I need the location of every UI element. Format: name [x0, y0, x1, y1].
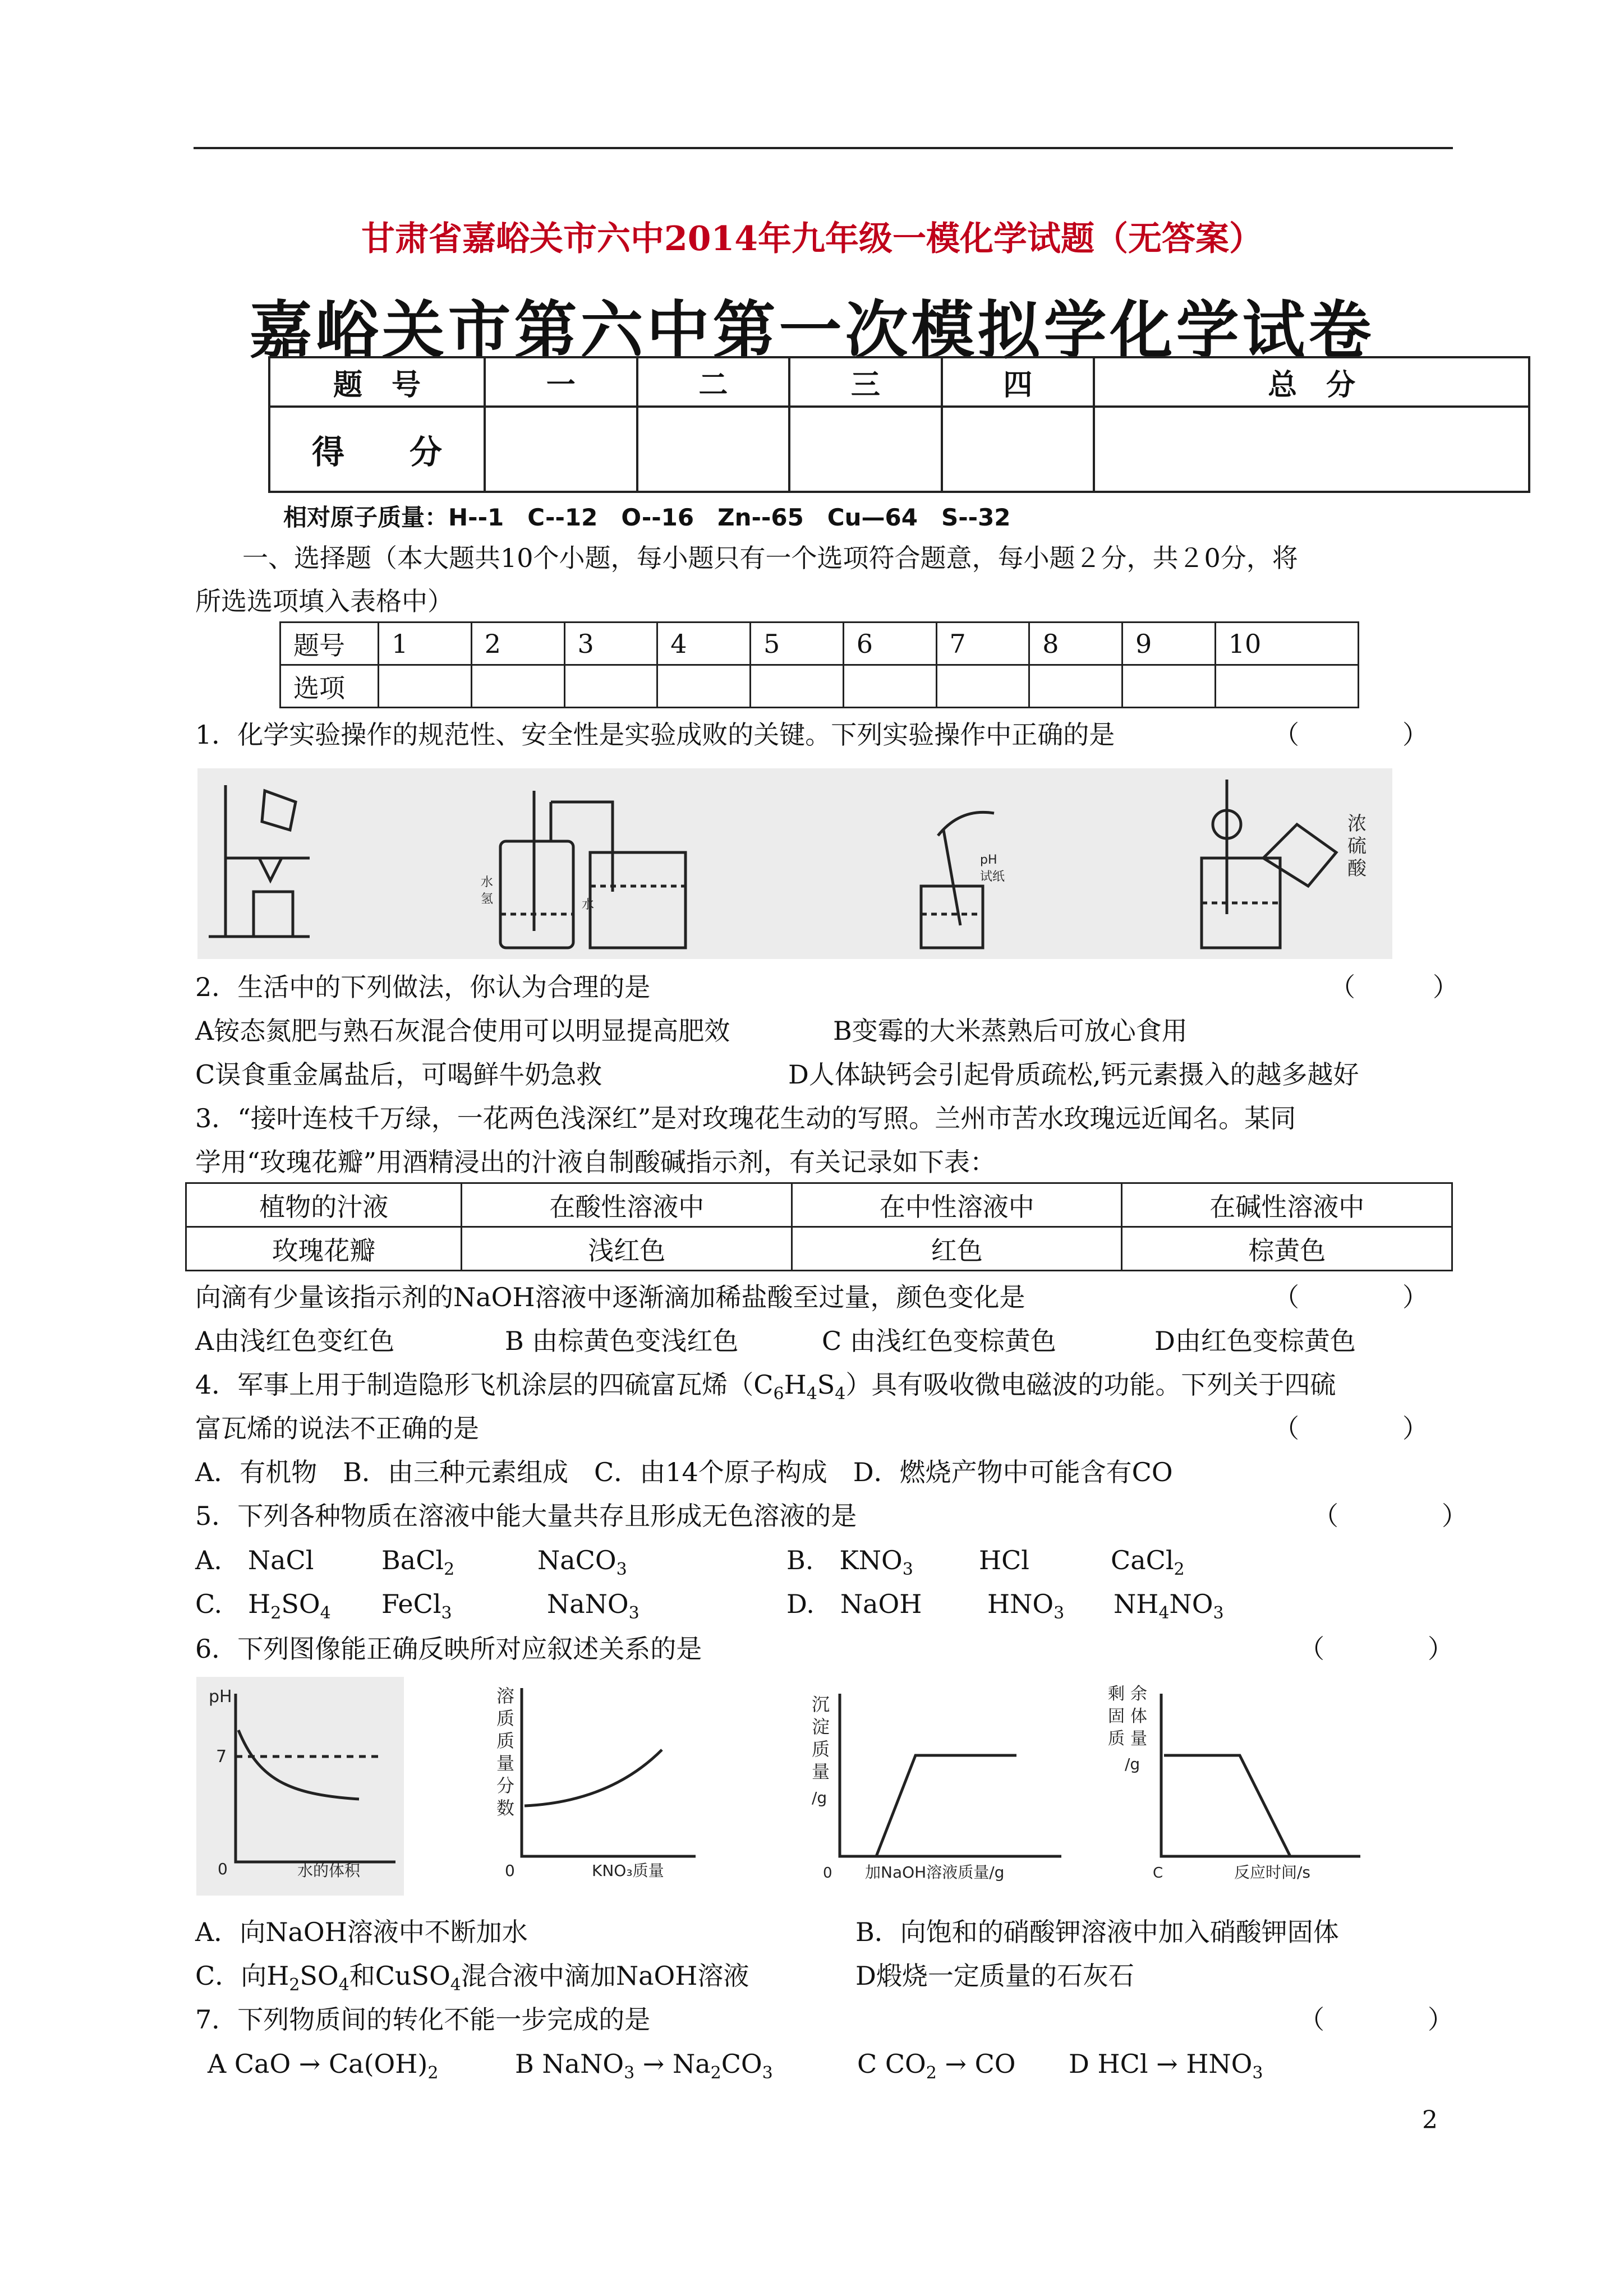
axis-label: 数 — [496, 1797, 515, 1819]
axis-label: 水的体积 — [297, 1861, 361, 1880]
q5-option-a3 — [537, 1543, 627, 1587]
q5-option-b1 — [786, 1543, 913, 1587]
axis-label: 沉 — [812, 1694, 830, 1715]
axes — [522, 1688, 696, 1856]
q3-td: 浅红色 — [462, 1227, 792, 1271]
answer-num: 9 — [1122, 623, 1216, 665]
fig-label: 水 — [481, 875, 494, 889]
score-header-cell: 总 分 — [1094, 357, 1529, 407]
q4-line2: 富瓦烯的说法不正确的是 — [195, 1413, 479, 1444]
q3-option-d: D由红色变棕黄色 — [1154, 1326, 1356, 1356]
q6-c-text: 和CuSO — [349, 1961, 450, 1991]
q7-text: 7．下列物质间的转化不能一步完成的是 — [195, 2004, 651, 2035]
q2-option-b: B变霉的大米蒸熟后可放心食用 — [833, 1016, 1188, 1046]
q5-option-c3 — [547, 1587, 640, 1630]
score-input-cell[interactable] — [485, 407, 637, 492]
q7-text-part: B NaNO — [515, 2049, 624, 2079]
q6-option-a: A．向NaOH溶液中不断加水 — [195, 1917, 528, 1947]
axis-label: 量 — [1130, 1729, 1147, 1749]
q1-text: 1．化学实验操作的规范性、安全性是实验成败的关键。下列实验操作中正确的是 — [195, 720, 1115, 750]
answer-input-cell[interactable] — [1122, 665, 1216, 708]
axis-label: 溶 — [496, 1685, 515, 1707]
answer-input-cell[interactable] — [379, 665, 472, 708]
axis-label: 加NaOH溶液质量/g — [865, 1863, 1005, 1882]
q5-chem-sub: 3 — [902, 1560, 913, 1579]
axis-label: 量 — [812, 1761, 830, 1782]
fig-label: 水 — [582, 898, 595, 912]
q7-answer-paren: （ ） — [1299, 2004, 1453, 2035]
q5-chem: NaNO — [547, 1589, 629, 1619]
q6-option-b: B．向饱和的硝酸钾溶液中加入硝酸钾固体 — [855, 1917, 1339, 1947]
q4-formula-sub: 6 — [773, 1384, 784, 1404]
q5-chem: NaCO — [537, 1545, 617, 1575]
q6-c-text: 混合液中滴加NaOH溶液 — [461, 1961, 749, 1991]
q4-formula-sub: 4 — [835, 1384, 846, 1404]
q4-line1-b: ）具有吸收微电磁波的功能。下列关于四硫 — [845, 1370, 1336, 1400]
axes — [840, 1694, 1061, 1856]
apparatus-gas-icon — [500, 791, 686, 948]
fig-label: 硫 — [1347, 835, 1367, 857]
q4-options: A．有机物 B．由三种元素组成 C．由14个原子构成 D．燃烧产物中可能含有CO — [195, 1457, 1173, 1487]
curve — [876, 1755, 1016, 1856]
q3-td: 玫瑰花瓣 — [186, 1227, 462, 1271]
q6-c-sub: 4 — [450, 1975, 461, 1995]
answer-num: 5 — [751, 623, 844, 665]
axis-unit: /g — [812, 1788, 827, 1807]
q3-th: 在酸性溶液中 — [462, 1183, 792, 1227]
score-header-cell: 一 — [485, 357, 637, 407]
axis-label: 量 — [496, 1753, 515, 1774]
q5-chem-sub: 2 — [1174, 1560, 1185, 1579]
answer-num: 4 — [657, 623, 751, 665]
axis-label: 淀 — [812, 1716, 830, 1737]
q6-option-c — [195, 1959, 749, 2002]
answer-input-cell[interactable] — [471, 665, 564, 708]
answer-input-cell[interactable] — [564, 665, 657, 708]
q5-chem: FeCl — [381, 1589, 441, 1619]
axis-tick: 7 — [216, 1747, 227, 1767]
axes — [1161, 1694, 1360, 1856]
q5-option-b2: HCl — [979, 1545, 1030, 1575]
q6-c-sub: 4 — [338, 1975, 349, 1995]
q3-th: 在碱性溶液中 — [1122, 1183, 1452, 1227]
q6-graph-c — [803, 1677, 1067, 1896]
q2-option-c: C误食重金属盐后，可喝鲜牛奶急救 — [195, 1059, 602, 1090]
q3-th: 植物的汁液 — [186, 1183, 462, 1227]
score-input-cell[interactable] — [789, 407, 942, 492]
q3-answer-paren: （ ） — [1273, 1282, 1428, 1312]
axis-origin: 0 — [505, 1861, 515, 1880]
answer-num: 3 — [564, 623, 657, 665]
q6-graph-d — [1099, 1677, 1363, 1896]
q5-answer-paren: （ ） — [1313, 1501, 1467, 1531]
curve — [1164, 1755, 1290, 1856]
q5-chem: NO — [1169, 1589, 1213, 1619]
score-input-cell[interactable] — [637, 407, 790, 492]
answer-num: 10 — [1215, 623, 1358, 665]
q5-option-d2 — [987, 1587, 1064, 1630]
answer-num: 6 — [843, 623, 936, 665]
score-input-cell[interactable] — [1094, 407, 1529, 492]
answer-input-cell[interactable] — [1029, 665, 1122, 708]
q5-option-c2 — [381, 1587, 452, 1630]
exam-title: 嘉峪关市第六中第一次模拟学化学试卷 — [249, 294, 1375, 367]
atomic-mass-line: 相对原子质量：H--1 C--12 O--16 Zn--65 Cu—64 S--32 — [283, 504, 1011, 531]
q7-option-b — [515, 2047, 773, 2090]
q6-c-sub: 2 — [289, 1975, 300, 1995]
q7-text-part: C CO — [857, 2049, 926, 2079]
axis-label: pH — [209, 1687, 232, 1707]
q2-answer-paren: （ ） — [1329, 972, 1459, 1002]
q4-answer-paren: （ ） — [1273, 1413, 1428, 1444]
axes — [236, 1694, 395, 1862]
answer-num: 2 — [471, 623, 564, 665]
q5-chem-sub: 2 — [270, 1603, 282, 1623]
apparatus-dilute-icon — [1202, 780, 1336, 948]
answer-input-cell[interactable] — [1215, 665, 1358, 708]
q7-option-c — [857, 2047, 1016, 2090]
axis-origin: 0 — [823, 1865, 832, 1882]
q2-option-d: D人体缺钙会引起骨质疏松,钙元素摄入的越多越好 — [788, 1059, 1359, 1090]
q6-c-text: SO — [300, 1961, 339, 1991]
q3-question: 向滴有少量该指示剂的NaOH溶液中逐渐滴加稀盐酸至过量，颜色变化是 — [195, 1282, 1025, 1312]
score-header-cell: 二 — [637, 357, 790, 407]
q5-option-a2 — [381, 1543, 454, 1587]
axis-label: 质 — [1108, 1729, 1125, 1749]
axis-label: 质 — [496, 1730, 515, 1751]
curve — [525, 1750, 662, 1806]
axis-origin: C — [1153, 1865, 1163, 1882]
q7-sub: 2 — [926, 2063, 937, 2083]
axis-label: 余 — [1130, 1684, 1147, 1704]
q1-figure — [197, 768, 1392, 959]
q6-option-d: D煅烧一定质量的石灰石 — [855, 1961, 1134, 1991]
q5-chem: BaCl — [381, 1545, 444, 1575]
q6-answer-paren: （ ） — [1299, 1634, 1453, 1664]
q5-option-d3 — [1114, 1587, 1224, 1630]
q7-option-d — [1069, 2047, 1263, 2090]
q5-chem-sub: 3 — [441, 1603, 452, 1623]
score-table — [268, 356, 1530, 493]
q6-text: 6．下列图像能正确反映所对应叙述关系的是 — [195, 1634, 702, 1664]
q5-chem: HNO — [987, 1589, 1054, 1619]
q6-graph-b — [488, 1677, 701, 1896]
score-input-cell[interactable] — [942, 407, 1094, 492]
fig-label: pH — [980, 853, 997, 867]
fig-label: 浓 — [1347, 813, 1367, 835]
q7-sub: 3 — [762, 2063, 773, 2083]
axis-unit: /g — [1125, 1755, 1140, 1773]
answer-input-cell[interactable] — [657, 665, 751, 708]
axis-label: 分 — [496, 1775, 515, 1796]
apparatus-filter-icon — [209, 785, 310, 937]
axis-label: 剩 — [1108, 1684, 1125, 1704]
q3-line1: 3．“接叶连枝千万绿，一花两色浅深红”是对玫瑰花生动的写照。兰州市苦水玫瑰远近闻名。某同 — [195, 1103, 1296, 1133]
q5-chem-sub: 3 — [616, 1560, 627, 1579]
answer-input-cell[interactable] — [936, 665, 1029, 708]
q7-option-a — [208, 2047, 438, 2090]
answer-num: 7 — [936, 623, 1029, 665]
q5-chem-sub: 2 — [444, 1560, 455, 1579]
q5-option-d1: D. NaOH — [786, 1589, 922, 1619]
q4-formula: H — [784, 1370, 807, 1400]
q3-td: 棕黄色 — [1122, 1227, 1452, 1271]
axis-label: KNO₃质量 — [592, 1861, 664, 1880]
q5-chem-sub: 3 — [1053, 1603, 1065, 1623]
q6-c-text: C．向H — [195, 1961, 289, 1991]
section1-heading-cont: 所选选项填入表格中） — [195, 586, 453, 616]
answer-input-cell[interactable] — [751, 665, 844, 708]
q1-answer-paren: （ ） — [1273, 720, 1428, 750]
axis-label: 反应时间/s — [1234, 1863, 1311, 1882]
answer-table — [279, 621, 1359, 708]
q4-formula-sub: 4 — [806, 1384, 817, 1404]
answer-row-label: 题号 — [280, 623, 379, 665]
q5-text: 5．下列各种物质在溶液中能大量共存且形成无色溶液的是 — [195, 1501, 857, 1531]
q5-chem: C. H — [195, 1589, 271, 1619]
answer-num: 1 — [379, 623, 472, 665]
q3-option-b: B 由棕黄色变浅红色 — [505, 1326, 739, 1356]
score-header-cell: 题 号 — [269, 357, 485, 407]
q7-text-part: A CaO → Ca(OH) — [208, 2049, 428, 2079]
axis-label: 质 — [496, 1708, 515, 1729]
q5-chem-sub: 4 — [1158, 1603, 1170, 1623]
section1-heading: 一、选择题（本大题共10个小题，每小题只有一个选项符合题意，每小题２分，共２0分，将 — [242, 543, 1298, 573]
q6-graph-a — [196, 1677, 404, 1896]
q4-line1-a: 4．军事上用于制造隐形飞机涂层的四硫富瓦烯（C — [195, 1370, 774, 1400]
q7-sub: 2 — [427, 2063, 439, 2083]
q7-text-part: → CO — [936, 2049, 1016, 2079]
answer-row-label: 选项 — [280, 665, 379, 708]
curve — [238, 1730, 359, 1799]
q5-chem-sub: 4 — [320, 1603, 331, 1623]
fig-label: 试纸 — [980, 870, 1005, 884]
q3-line2: 学用“玫瑰花瓣”用酒精浸出的汁液自制酸碱指示剂，有关记录如下表： — [195, 1147, 996, 1177]
q4-line1 — [195, 1368, 1336, 1411]
q5-option-a1: A. NaCl — [195, 1545, 314, 1575]
q5-chem: B. KNO — [786, 1545, 903, 1575]
page-number: 2 — [1422, 2106, 1438, 2134]
q5-chem-sub: 3 — [628, 1603, 640, 1623]
q2-text: 2．生活中的下列做法，你认为合理的是 — [195, 972, 651, 1002]
q7-sub: 3 — [624, 2063, 635, 2083]
fig-label: 氢 — [481, 892, 494, 906]
q3-td: 红色 — [792, 1227, 1122, 1271]
answer-input-cell[interactable] — [843, 665, 936, 708]
fig-label: 酸 — [1347, 857, 1367, 880]
q5-chem: CaCl — [1111, 1545, 1174, 1575]
q7-text-part: D HCl → HNO — [1069, 2049, 1253, 2079]
axis-label: 体 — [1130, 1707, 1147, 1726]
q2-option-a: A铵态氮肥与熟石灰混合使用可以明显提高肥效 — [195, 1016, 730, 1046]
score-row-label: 得 分 — [269, 407, 485, 492]
q7-text-part: CO — [721, 2049, 762, 2079]
q3-th: 在中性溶液中 — [792, 1183, 1122, 1227]
top-rule — [194, 147, 1453, 149]
q7-sub: 3 — [1252, 2063, 1263, 2083]
q7-sub: 2 — [710, 2063, 721, 2083]
q5-chem: SO — [281, 1589, 320, 1619]
score-header-cell: 四 — [942, 357, 1094, 407]
q5-option-b3 — [1111, 1543, 1185, 1587]
q5-chem: NH — [1114, 1589, 1159, 1619]
q3-option-c: C 由浅红色变棕黄色 — [822, 1326, 1056, 1356]
q5-option-c1 — [195, 1587, 331, 1630]
q7-text-part: → Na — [634, 2049, 711, 2079]
q4-formula: S — [817, 1370, 835, 1400]
q3-option-a: A由浅红色变红色 — [195, 1326, 395, 1356]
page-title: 甘肃省嘉峪关市六中2014年九年级一模化学试题（无答案） — [361, 219, 1263, 259]
q3-indicator-table — [185, 1182, 1453, 1271]
score-header-cell: 三 — [789, 357, 942, 407]
answer-num: 8 — [1029, 623, 1122, 665]
q5-chem-sub: 3 — [1213, 1603, 1224, 1623]
axis-origin: 0 — [218, 1860, 228, 1878]
axis-label: 质 — [812, 1739, 830, 1760]
axis-label: 固 — [1108, 1707, 1125, 1726]
